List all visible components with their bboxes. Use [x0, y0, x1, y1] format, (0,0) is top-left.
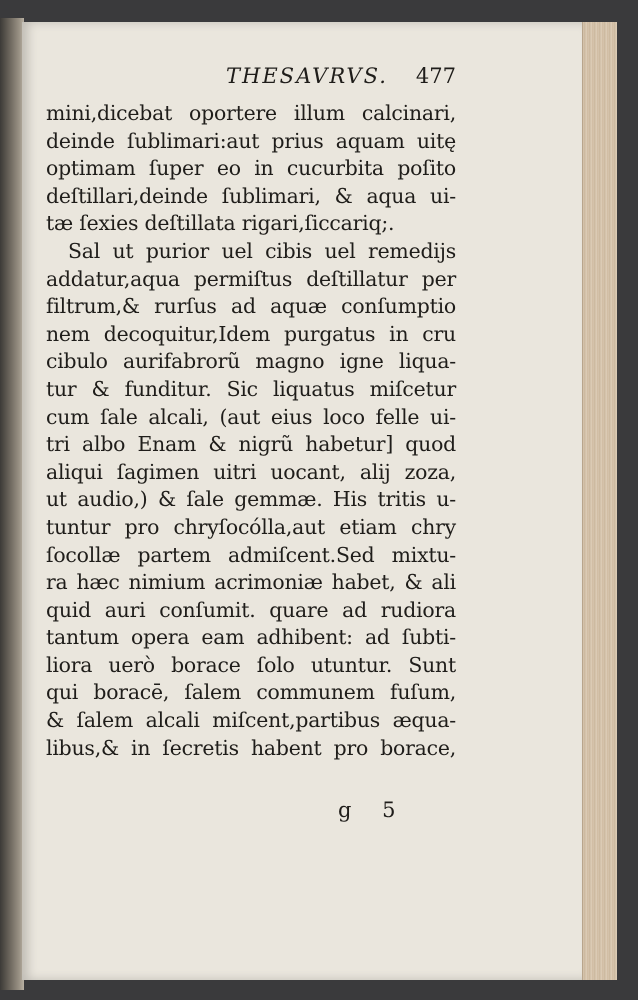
text-line: qui boracē, ſalem communem fuſum, — [46, 680, 456, 705]
text-line: aliqui ſagimen uitri uocant, alij zoza, — [46, 459, 456, 484]
text-line: libus,& in ſecretis habent pro borace, — [46, 735, 456, 760]
text-line: & ſalem alcali miſcent,partibus æqua- — [46, 708, 456, 733]
text-line: tur & funditur. Sic liquatus miſcetur — [46, 376, 456, 401]
text-line: ſocollæ partem admiſcent.Sed mixtu- — [46, 542, 456, 567]
text-line: ut audio,) & ſale gemmæ. His tritis u- — [46, 487, 456, 512]
text-line: deſtillari,deinde ſublimari, & aqua ui- — [46, 183, 456, 208]
text-line: tæ ſexies deſtillata rigari,ſiccariq;. — [46, 211, 395, 236]
page-fore-edge — [582, 22, 617, 980]
binding-edge — [0, 18, 24, 990]
text-line: ra hæc nimium acrimoniæ habet, & ali — [46, 570, 456, 595]
text-line: cum ſale alcali, (aut eius loco felle ui- — [46, 404, 456, 429]
running-head — [46, 64, 456, 100]
text-line: Sal ut purior uel cibis uel remedijs — [68, 238, 456, 263]
text-line: cibulo aurifabrorũ magno igne liqua- — [46, 349, 456, 374]
text-line: deinde ſublimari:aut prius aquam uitę — [46, 128, 456, 153]
text-line: quid auri conſumit. quare ad rudiora — [46, 597, 456, 622]
text-line: tuntur pro chryſocólla,aut etiam chry — [46, 514, 456, 539]
text-line: tantum opera eam adhibent: ad ſubti- — [46, 625, 456, 650]
text-line: liora uerò borace ſolo utuntur. Sunt — [46, 652, 456, 677]
text-block — [46, 64, 456, 762]
text-line: optimam ſuper eo in cucurbita poſito — [46, 156, 456, 181]
text-line: mini,dicebat oportere illum calcinari, — [46, 101, 456, 125]
text-line: tri albo Enam & nigrũ habetur] quod — [46, 432, 456, 457]
signature-mark: g 5 — [338, 798, 408, 822]
page-number: 477 — [415, 64, 456, 88]
running-title: THESAVRVS. — [226, 64, 388, 88]
text-line: filtrum,& rurſus ad aquæ conſumptio — [46, 294, 456, 319]
text-line: addatur,aqua permiſtus deſtillatur per — [46, 266, 456, 291]
text-line: nem decoquitur,Idem purgatus in cru — [46, 321, 456, 346]
